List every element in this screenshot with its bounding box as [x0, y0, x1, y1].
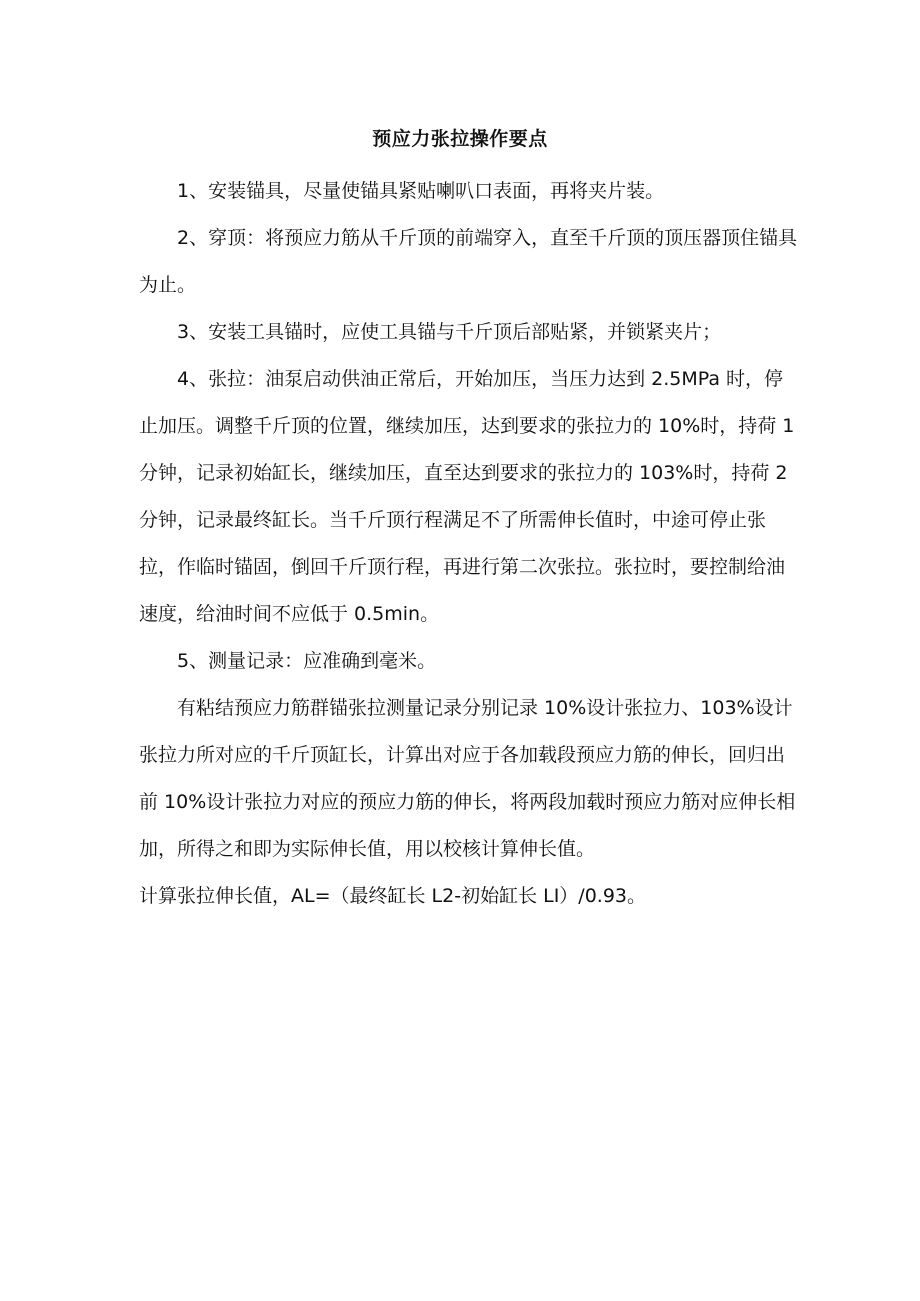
- paragraph-step-3: 3、安装工具锚时，应使工具锚与千斤顶后部贴紧，并锁紧夹片；: [177, 321, 722, 343]
- paragraph-step-1: 1、安装锚具，尽量使锚具紧贴喇叭口表面，再将夹片装。: [177, 180, 665, 202]
- paragraph-step-2: 2、穿顶：将预应力筋从千斤顶的前端穿入，直至千斤顶的顶压器顶住锚具为止。: [139, 227, 798, 296]
- paragraph-step-5: 5、测量记录：应准确到毫米。: [177, 650, 437, 672]
- document-body: [139, 168, 799, 920]
- document-title: 预应力张拉操作要点: [372, 128, 548, 150]
- paragraph-step-4: 4、张拉：油泵启动供油正常后，开始加压，当压力达到 2.5MPa 时，停止加压。调整千斤顶的位置，继续加压，达到要求的张拉力的 10%时，持荷 1 分钟，记录初始缸长，继续加压，直至达到要求的张拉力的 103%时，持荷 2 分钟，记录最终缸长。当千斤顶行程满足不了所需伸长值时，中途可停止张拉，作临时锚固，倒回千斤顶行程，再进行第二次张拉。张拉时，要控制给油速度，给油时间不应低于 0.5min。: [139, 368, 795, 625]
- formula-line: 计算张拉伸长值，AL=（最终缸长 L2-初始缸长 LI）/0.93。: [139, 885, 647, 907]
- paragraph-measurement-note: 有粘结预应力筋群锚张拉测量记录分别记录 10%设计张拉力、103%设计张拉力所对应的千斤顶缸长，计算出对应于各加载段预应力筋的伸长，回归出前 10%设计张拉力对应的预应力筋的伸长，将两段加载时预应力筋对应伸长相加，所得之和即为实际伸长值，用以校核计算伸长值。: [139, 697, 796, 860]
